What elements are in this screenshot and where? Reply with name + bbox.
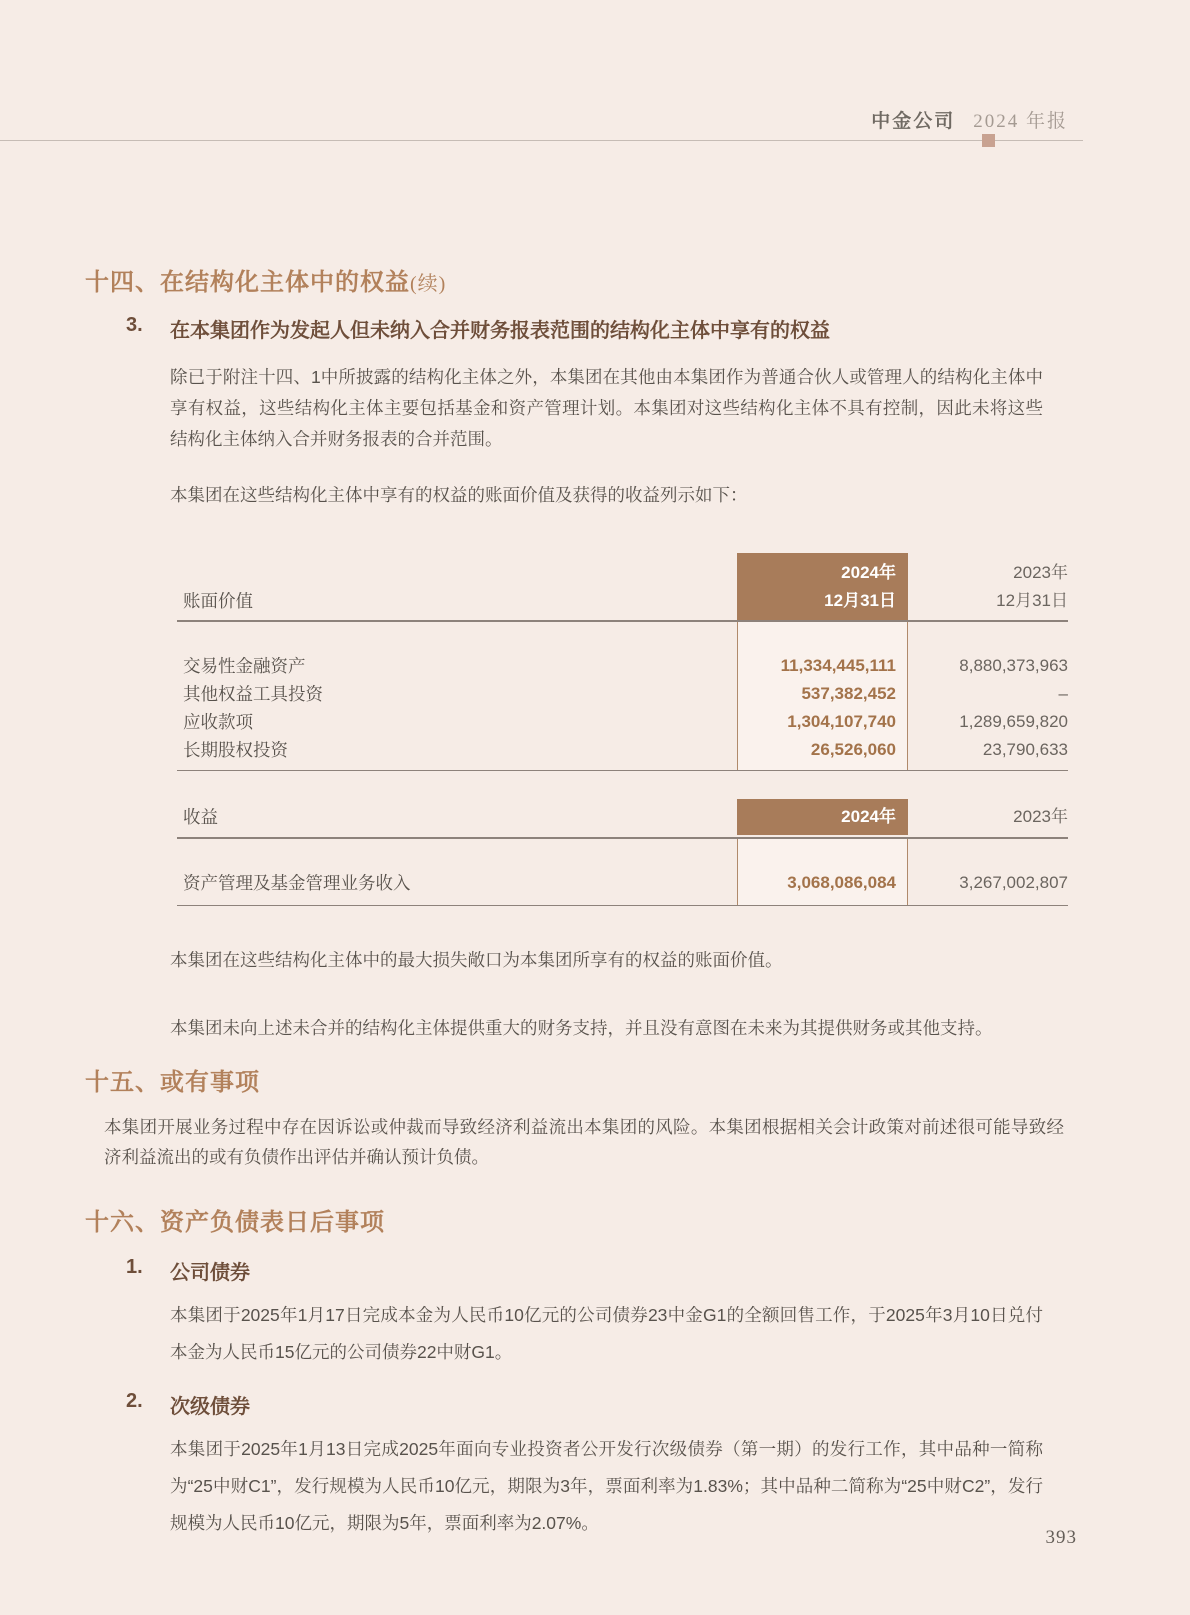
section14-title-suffix: (续) — [410, 273, 447, 295]
sub1-heading-text: 公司债券 — [170, 1262, 250, 1284]
table-rule — [177, 905, 1068, 907]
income-table — [177, 799, 1068, 906]
row-value-2024: 537,382,452 — [801, 684, 896, 703]
row-value-2023: 8,880,373,963 — [959, 656, 1068, 675]
section16-title: 十六、资产负债表日后事项 — [85, 1209, 385, 1236]
section15-paragraph: 本集团开展业务过程中存在因诉讼或仲裁而导致经济利益流出本集团的风险。本集团根据相关会计政策对前述很可能导致经济利益流出的或有负债作出评估并确认预计负债。 — [104, 1117, 1064, 1167]
sub2-number: 2. — [126, 1390, 143, 1412]
row-value-2024: 11,334,445,111 — [780, 656, 896, 675]
sub3-number: 3. — [126, 314, 143, 336]
col-2023-header-cell: 2023年 — [1013, 807, 1068, 826]
col-2024-header-cell — [737, 553, 908, 620]
col-2024-date: 12月31日 — [824, 591, 896, 610]
table-rule — [177, 620, 1068, 622]
section14-paragraph-1: 除已于附注十四、1中所披露的结构化主体之外，本集团在其他由本集团作为普通合伙人或管理人的结构化主体中享有权益，这些结构化主体主要包括基金和资产管理计划。本集团对这些结构化主体不具有控制，因此未将这些结构化主体纳入合并财务报表的合并范围。 — [170, 367, 1043, 449]
row-label: 长期股权投资 — [183, 740, 288, 760]
table-row — [177, 708, 1068, 736]
section14-paragraph-3: 本集团在这些结构化主体中的最大损失敞口为本集团所享有的权益的账面价值。 — [170, 950, 783, 970]
report-year: 2024 年报 — [973, 111, 1068, 132]
sub1-number: 1. — [126, 1256, 143, 1278]
table-row — [177, 736, 1068, 764]
col-2023-header-cell — [996, 559, 1068, 615]
col-2023-year: 2023年 — [1013, 563, 1068, 582]
carrying-value-row-header: 账面价值 — [183, 591, 253, 611]
section14-paragraph-4: 本集团未向上述未合并的结构化主体提供重大的财务支持，并且没有意图在未来为其提供财务或其他支持。 — [170, 1018, 993, 1038]
sub2-heading-text: 次级债券 — [170, 1396, 250, 1418]
section14-paragraph-2: 本集团在这些结构化主体中享有的权益的账面价值及获得的收益列示如下： — [170, 485, 748, 505]
row-value-2023: 1,289,659,820 — [959, 712, 1068, 731]
row-value-2023: – — [1058, 684, 1068, 703]
row-label: 交易性金融资产 — [183, 656, 306, 676]
section14-title — [85, 262, 446, 297]
col-2024-year: 2024年 — [841, 563, 896, 582]
page-number: 393 — [1045, 1527, 1077, 1548]
col-2024-header-cell: 2024年 — [737, 799, 908, 835]
section16-sub2-paragraph: 本集团于2025年1月13日完成2025年面向专业投资者公开发行次级债券（第一期）的发行工作，其中品种一简称为“25中财C1”，发行规模为人民币10亿元，期限为3年，票面利率为1.83%；其中品种二简称为“25中财C2”，发行规模为人民币10亿元，期限为5年，票面利率为2.07%。 — [170, 1439, 1043, 1533]
table-row — [177, 869, 1068, 897]
section16-sub1-paragraph: 本集团于2025年1月17日完成本金为人民币10亿元的公司债券23中金G1的全额回售工作，于2025年3月10日兑付本金为人民币15亿元的公司债券22中财G1。 — [170, 1305, 1043, 1362]
sub3-heading-text: 在本集团作为发起人但未纳入合并财务报表范围的结构化主体中享有的权益 — [170, 320, 830, 342]
page-header — [871, 106, 1068, 133]
row-value-2024: 26,526,060 — [810, 740, 896, 759]
section14-title-text: 十四、在结构化主体中的权益 — [85, 269, 410, 296]
row-label: 其他权益工具投资 — [183, 684, 323, 704]
income-row-header: 收益 — [183, 807, 218, 827]
carrying-value-table — [177, 553, 1068, 771]
row-label: 资产管理及基金管理业务收入 — [183, 873, 411, 893]
table-row — [177, 652, 1068, 680]
row-value-2024: 1,304,107,740 — [787, 712, 896, 731]
company-name: 中金公司 — [871, 111, 956, 132]
header-square-marker — [982, 134, 995, 147]
row-value-2023: 3,267,002,807 — [959, 873, 1068, 892]
table-row — [177, 680, 1068, 708]
row-label: 应收款项 — [183, 712, 253, 732]
row-value-2023: 23,790,633 — [982, 740, 1068, 759]
table-rule — [177, 770, 1068, 772]
table-rule — [177, 837, 1068, 839]
section15-title: 十五、或有事项 — [85, 1069, 260, 1096]
header-rule — [0, 140, 1083, 141]
row-value-2024: 3,068,086,084 — [787, 873, 896, 892]
col-2023-date: 12月31日 — [996, 591, 1068, 610]
